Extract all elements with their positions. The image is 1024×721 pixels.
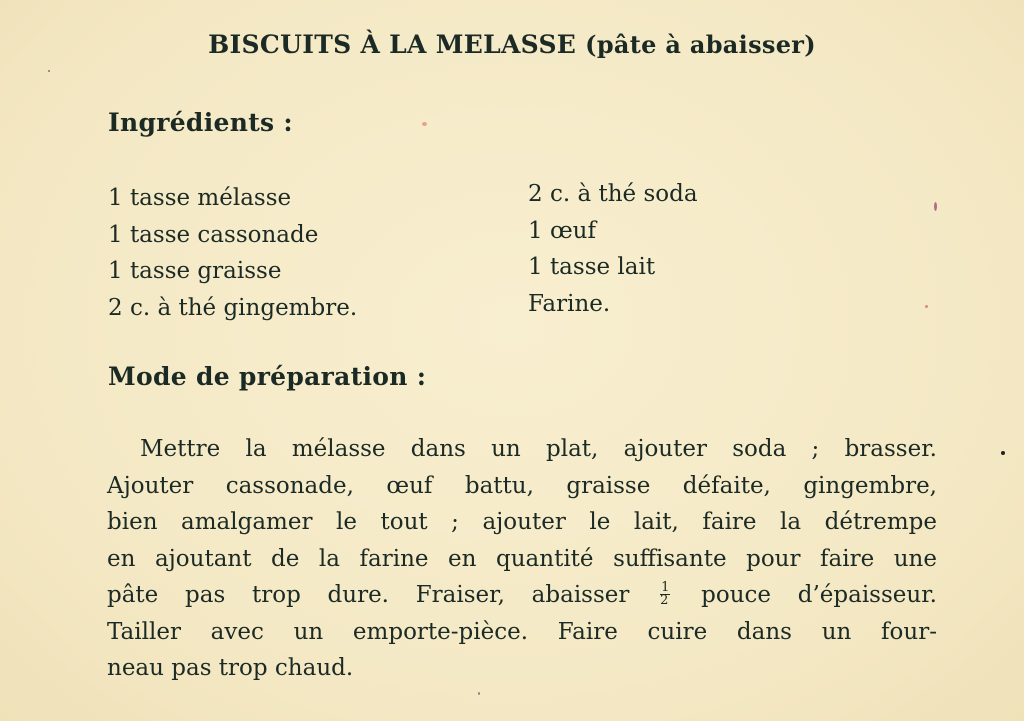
paper-speck	[478, 692, 480, 695]
ingredient-item: 1 tasse mélasse	[108, 185, 292, 211]
preparation-line	[107, 577, 937, 614]
preparation-line: Ajouter cassonade, œuf battu, graisse défaite, gingembre,	[107, 472, 937, 499]
preparation-line-part: pâte pas trop dure. Fraiser, abaisser	[107, 582, 630, 608]
ingredient-item: 2 c. à thé gingembre.	[108, 294, 358, 321]
ingredients-heading: Ingrédients :	[108, 108, 293, 137]
ingredient-item: 2 c. à thé soda	[528, 181, 698, 207]
paper-speck	[422, 122, 427, 126]
paper-speck	[48, 70, 50, 72]
ingredient-item: 1 tasse graisse	[108, 258, 282, 284]
ingredient-item: 1 tasse cassonade	[108, 221, 319, 248]
preparation-line: en ajoutant de la farine en quantité suffisante pour faire une	[107, 545, 937, 572]
fraction-denominator: 2	[660, 592, 669, 608]
ingredient-item: 1 œuf	[528, 217, 597, 244]
preparation-text	[107, 431, 937, 687]
ingredient-item: Farine.	[528, 290, 611, 317]
recipe-title-subtitle: (pâte à abaisser)	[585, 30, 816, 59]
preparation-line: neau pas trop chaud.	[107, 655, 354, 681]
paper-speck	[925, 305, 928, 308]
preparation-line-part: pouce d’épaisseur.	[701, 582, 937, 608]
ingredients-right-column	[528, 176, 698, 322]
preparation-line: Tailler avec un emporte-pièce. Faire cuire dans un four-	[107, 618, 937, 645]
ingredient-item: 1 tasse lait	[528, 254, 656, 280]
ingredients-left-column	[108, 180, 357, 326]
preparation-heading: Mode de préparation :	[108, 362, 427, 391]
preparation-line: Mettre la mélasse dans un plat, ajouter soda ; brasser.	[140, 436, 937, 462]
recipe-title	[0, 30, 1024, 59]
fraction-one-half	[660, 579, 670, 608]
recipe-title-main: BISCUITS À LA MELASSE	[208, 30, 577, 59]
preparation-line: bien amalgamer le tout ; ajouter le lait, faire la détrempe	[107, 509, 937, 535]
paper-speck	[1001, 451, 1005, 455]
fraction-numerator: 1	[661, 579, 670, 595]
paper-speck	[934, 202, 937, 211]
